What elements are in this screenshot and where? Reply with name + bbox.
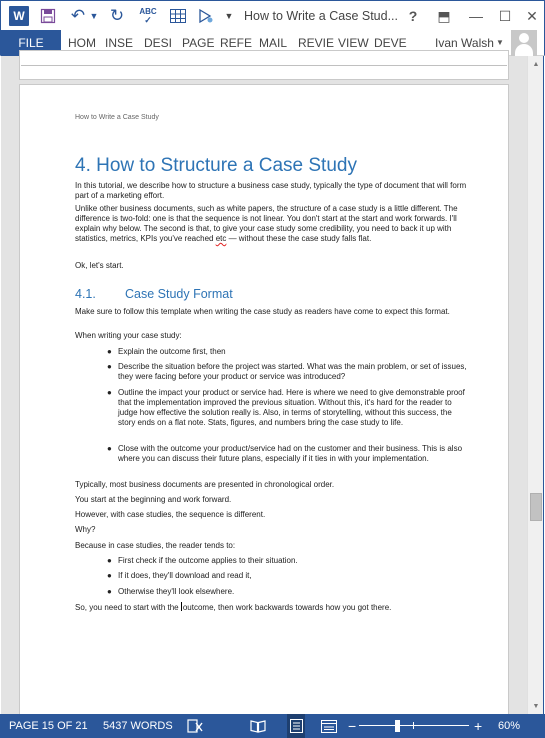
zoom-level[interactable]: 60%: [498, 720, 521, 732]
spelling-abc-icon[interactable]: [138, 6, 158, 26]
user-name[interactable]: Ivan Walsh: [435, 36, 494, 50]
paragraph-when-writing: When writing your case study:: [75, 331, 182, 340]
paragraph-however: However, with case studies, the sequence is different.: [75, 510, 266, 519]
touch-mode-icon[interactable]: [197, 6, 215, 26]
zoom-slider-thumb[interactable]: [395, 720, 400, 732]
bullet-marker: ●: [107, 556, 112, 565]
list-item: Close with the outcome your product/service had on the customer and their business. This is also where you can discuss their future plans, especially if it ties in with your implementation.: [118, 444, 463, 463]
tab-mailings[interactable]: MAIL: [259, 36, 288, 50]
table-icon[interactable]: [169, 6, 187, 26]
print-layout-icon[interactable]: [287, 714, 305, 738]
tab-review[interactable]: REVIE: [298, 36, 335, 50]
paragraph-structure: [75, 204, 470, 244]
document-title: How to Write a Case Stud...: [244, 9, 398, 23]
paragraph-closing: [75, 602, 470, 613]
scroll-up-icon[interactable]: ▲: [532, 60, 540, 68]
tab-home[interactable]: HOM: [68, 36, 96, 50]
bullet-marker: ●: [107, 587, 112, 596]
paragraph-text: outcome, then work backwards towards how you got there.: [182, 603, 392, 612]
heading-1: 4. How to Structure a Case Study: [75, 155, 357, 176]
proofing-icon[interactable]: [187, 714, 203, 738]
list-item: Otherwise they'll look elsewhere.: [118, 587, 235, 596]
paragraph-format-intro: Make sure to follow this template when writing the case study as readers have come to expect this format.: [75, 307, 450, 316]
avatar[interactable]: [511, 30, 537, 56]
bullet-marker: ●: [107, 362, 112, 371]
document-canvas[interactable]: [1, 56, 527, 714]
paragraph-why: Why?: [75, 525, 96, 534]
tab-view[interactable]: VIEW: [338, 36, 369, 50]
paragraph-text: So, you need to start with the: [75, 603, 181, 612]
tab-insert[interactable]: INSE: [105, 36, 134, 50]
title-bar: [0, 0, 545, 30]
bullet-marker: ●: [107, 571, 112, 580]
misspelled-word[interactable]: etc: [215, 234, 227, 243]
maximize-button[interactable]: ☐: [498, 7, 512, 24]
running-header: How to Write a Case Study: [75, 114, 159, 121]
save-icon[interactable]: [39, 6, 57, 26]
list-item: If it does, they'll download and read it,: [118, 571, 252, 580]
zoom-out-button[interactable]: −: [348, 718, 357, 734]
bullet-marker: ●: [107, 444, 112, 453]
word-logo-icon[interactable]: W: [9, 6, 29, 26]
scroll-down-icon[interactable]: ▼: [532, 702, 540, 710]
undo-icon[interactable]: ↶: [70, 6, 86, 25]
intro-paragraph: In this tutorial, we describe how to structure a business case study, typically the type of document that will form part of a marketing effort.: [75, 181, 467, 200]
previous-page: [19, 50, 509, 80]
web-layout-icon[interactable]: [321, 714, 337, 738]
abc-label: ABC: [139, 7, 157, 16]
help-button[interactable]: ?: [408, 8, 418, 24]
scrollbar-thumb[interactable]: [530, 493, 542, 521]
word-count-status[interactable]: 5437 WORDS: [103, 720, 173, 732]
list-item: First check if the outcome applies to their situation.: [118, 556, 298, 565]
paragraph-text: Unlike other business documents, such as white papers, the structure of a case study is a little different. The difference is two-fold: one is that the sequence is not linear. You don't start at the start and work forwards. I'll explain why below. The second is that, to give your case study some credibility, you need to back it up with statistics, metrics, KPIs you've reached: [75, 204, 458, 243]
read-mode-icon[interactable]: [250, 714, 266, 738]
tab-page-layout[interactable]: PAGE: [182, 36, 215, 50]
vertical-scrollbar[interactable]: [527, 56, 544, 714]
minimize-button[interactable]: —: [469, 8, 483, 24]
abc-check: ✓: [144, 15, 152, 25]
bullet-marker: ●: [107, 388, 112, 397]
zoom-slider-center-mark: [413, 722, 414, 729]
list-item: Outline the impact your product or service had. Here is where we need to give demonstrable proof that the implementation improved the previous situation. Without this, it's hard for the reader to judge how effective the solution really is. Also, in terms of storytelling, without this success, the story ends on a flat note. Stats, figures, and numbers bring the case study to life.: [118, 388, 465, 427]
close-button[interactable]: ✕: [526, 7, 538, 24]
tab-developer[interactable]: DEVE: [374, 36, 407, 50]
tab-design[interactable]: DESI: [144, 36, 173, 50]
chevron-down-icon[interactable]: ▼: [496, 38, 504, 47]
ribbon-display-options-button[interactable]: ⬒: [437, 7, 451, 24]
heading-text: Case Study Format: [125, 287, 233, 301]
list-item: Describe the situation before the project was started. What was the main problem, or set of issues, they were facing before your product or service was introduced?: [118, 362, 467, 381]
heading-2: [75, 287, 233, 301]
paragraph-you-start: You start at the beginning and work forward.: [75, 495, 232, 504]
undo-dropdown-icon[interactable]: ▼: [89, 11, 99, 21]
redo-icon[interactable]: ↻: [109, 6, 125, 25]
paragraph-ok: Ok, let's start.: [75, 261, 124, 270]
heading-number: 4.1.: [75, 287, 96, 301]
zoom-slider-track[interactable]: [359, 725, 469, 726]
tab-file[interactable]: FILE: [1, 30, 61, 56]
status-bar: [0, 714, 545, 738]
tab-references[interactable]: REFE: [220, 36, 253, 50]
customize-qat-icon[interactable]: ▼: [224, 11, 234, 21]
paragraph-because: Because in case studies, the reader tends to:: [75, 541, 236, 550]
page-count-status[interactable]: PAGE 15 OF 21: [9, 720, 88, 732]
bullet-marker: ●: [107, 347, 112, 356]
paragraph-text: — without these the case study falls flat.: [226, 234, 372, 243]
zoom-in-button[interactable]: +: [474, 718, 483, 734]
list-item: Explain the outcome first, then: [118, 347, 226, 356]
paragraph-typically: Typically, most business documents are presented in chronological order.: [75, 480, 335, 489]
document-page[interactable]: [19, 84, 509, 724]
